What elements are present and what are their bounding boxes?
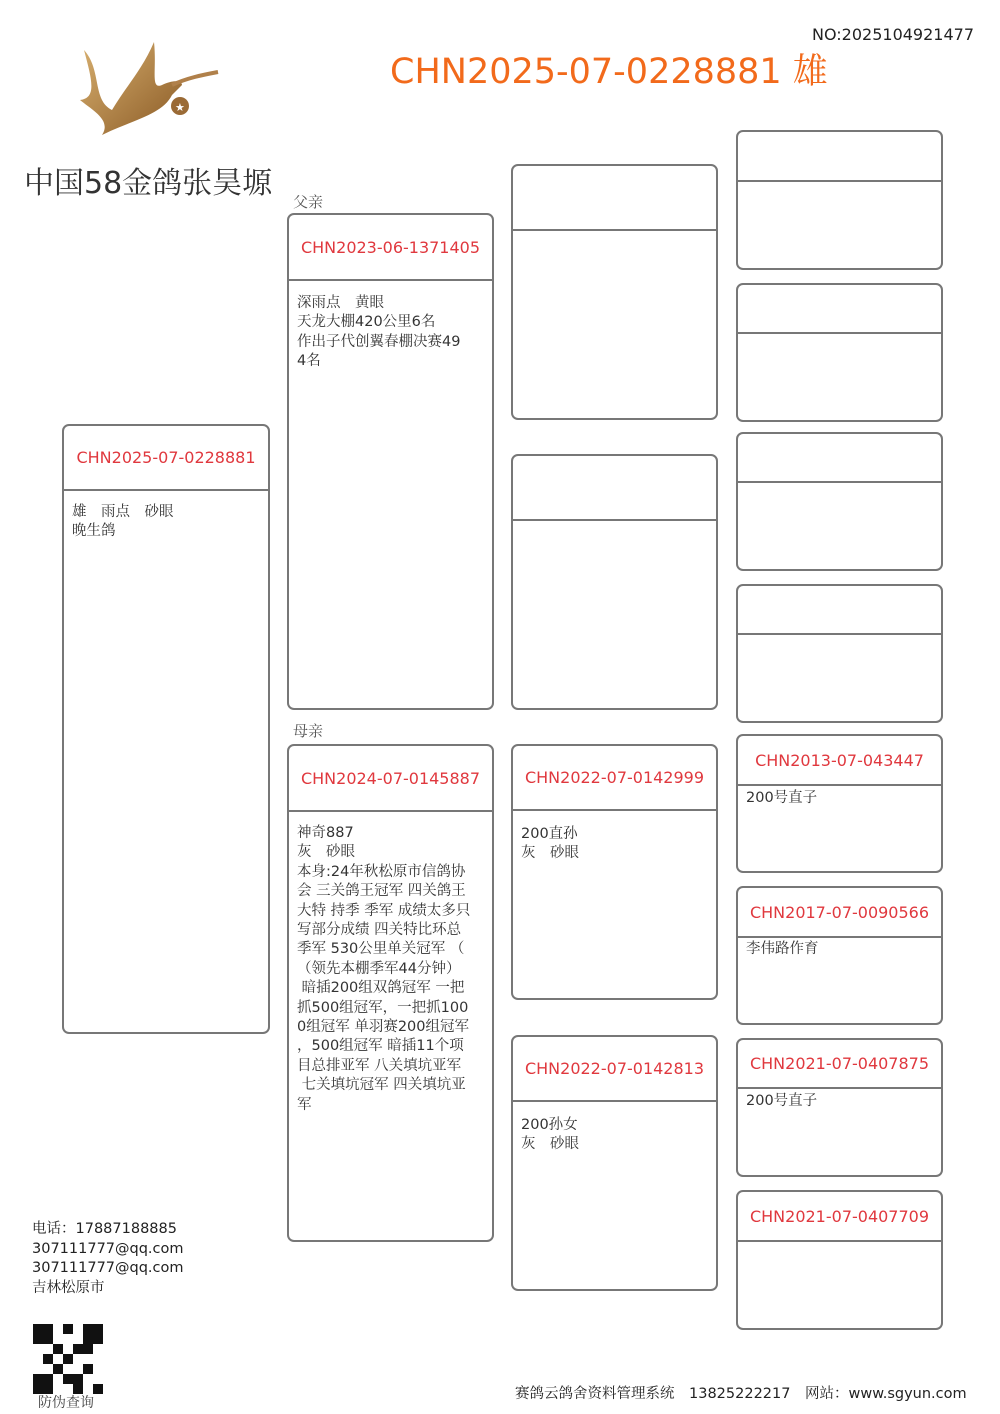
qr-code-icon[interactable] [33,1324,103,1394]
dove-logo-icon [72,40,222,140]
grandparent-card [511,454,718,710]
grandparent-notes: 200孙女 灰 砂眼 [521,1117,579,1153]
page-title: CHN2025-07-0228881 雄 [390,52,828,92]
subject-ring: CHN2025-07-0228881 [64,426,268,491]
grandparent-card [511,164,718,420]
subject-card [62,424,270,1034]
great-grandparent-card [736,584,943,723]
mother-label: 母亲 [293,722,324,740]
great-grandparent-notes: 李伟路作育 [746,941,819,957]
father-label: 父亲 [293,193,324,211]
father-ring: CHN2023-06-1371405 [289,215,492,281]
contact-email: 307111777@qq.com [32,1240,184,1257]
contact-email: 307111777@qq.com [32,1260,184,1276]
contact-city: 吉林松原市 [32,1279,105,1296]
great-grandparent-card [736,1190,943,1330]
contact-info [32,1220,184,1298]
loft-name: 中国58金鸽张昊塬 [24,166,273,201]
footer-text: 赛鸽云鸽舍资料管理系统 13825222217 网站：www.sgyun.com [515,1386,967,1402]
grandparent-ring [513,166,716,231]
grandparent-ring [513,456,716,521]
great-grandparent-card [736,1038,943,1177]
great-grandparent-ring: CHN2017-07-0090566 [738,888,941,938]
grandparent-card [511,1035,718,1291]
father-notes: 深雨点 黄眼 天龙大棚420公里6名 作出子代创翼春棚决赛49 4名 [297,295,461,370]
grandparent-ring: CHN2022-07-0142813 [513,1037,716,1102]
great-grandparent-ring [738,586,941,635]
mother-ring: CHN2024-07-0145887 [289,746,492,812]
svg-text:★: ★ [175,101,185,114]
mother-card [287,744,494,1242]
grandparent-card [511,744,718,1000]
certificate-number: NO:2025104921477 [812,25,975,44]
great-grandparent-notes: 200号直子 [746,790,818,806]
great-grandparent-ring: CHN2021-07-0407875 [738,1040,941,1089]
mother-notes: 神奇887 灰 砂眼 本身:24年秋松原市信鸽协 会 三关鸽王冠军 四关鸽王 大特 持季 季军 成绩太多只 写部分成绩 四关特比环总 季军 530公里单关冠军 （ （领先本棚季军44分钟） 暗插200组双鸽冠军 一把 抓500组冠军，一把抓100 0组冠军 单羽赛200组冠军 ，500组冠军 暗插11个项 目总排亚军 八关填坑亚军 七关填坑冠军 四关填坑亚 军 [297,825,471,1113]
subject-notes: 雄 雨点 砂眼 晚生鸽 [72,504,174,540]
grandparent-notes: 200直孙 灰 砂眼 [521,826,579,862]
great-grandparent-ring [738,132,941,182]
grandparent-ring: CHN2022-07-0142999 [513,746,716,811]
great-grandparent-card [736,886,943,1025]
great-grandparent-card [736,283,943,422]
great-grandparent-card [736,734,943,873]
contact-phone: 电话：17887188885 [32,1221,177,1237]
great-grandparent-card [736,130,943,270]
great-grandparent-notes: 200号直子 [746,1093,818,1109]
qr-label: 防伪查询 [38,1395,94,1411]
great-grandparent-ring: CHN2021-07-0407709 [738,1192,941,1242]
great-grandparent-card [736,432,943,571]
great-grandparent-ring: CHN2013-07-043447 [738,736,941,786]
great-grandparent-ring [738,434,941,483]
father-card [287,213,494,710]
great-grandparent-ring [738,285,941,334]
